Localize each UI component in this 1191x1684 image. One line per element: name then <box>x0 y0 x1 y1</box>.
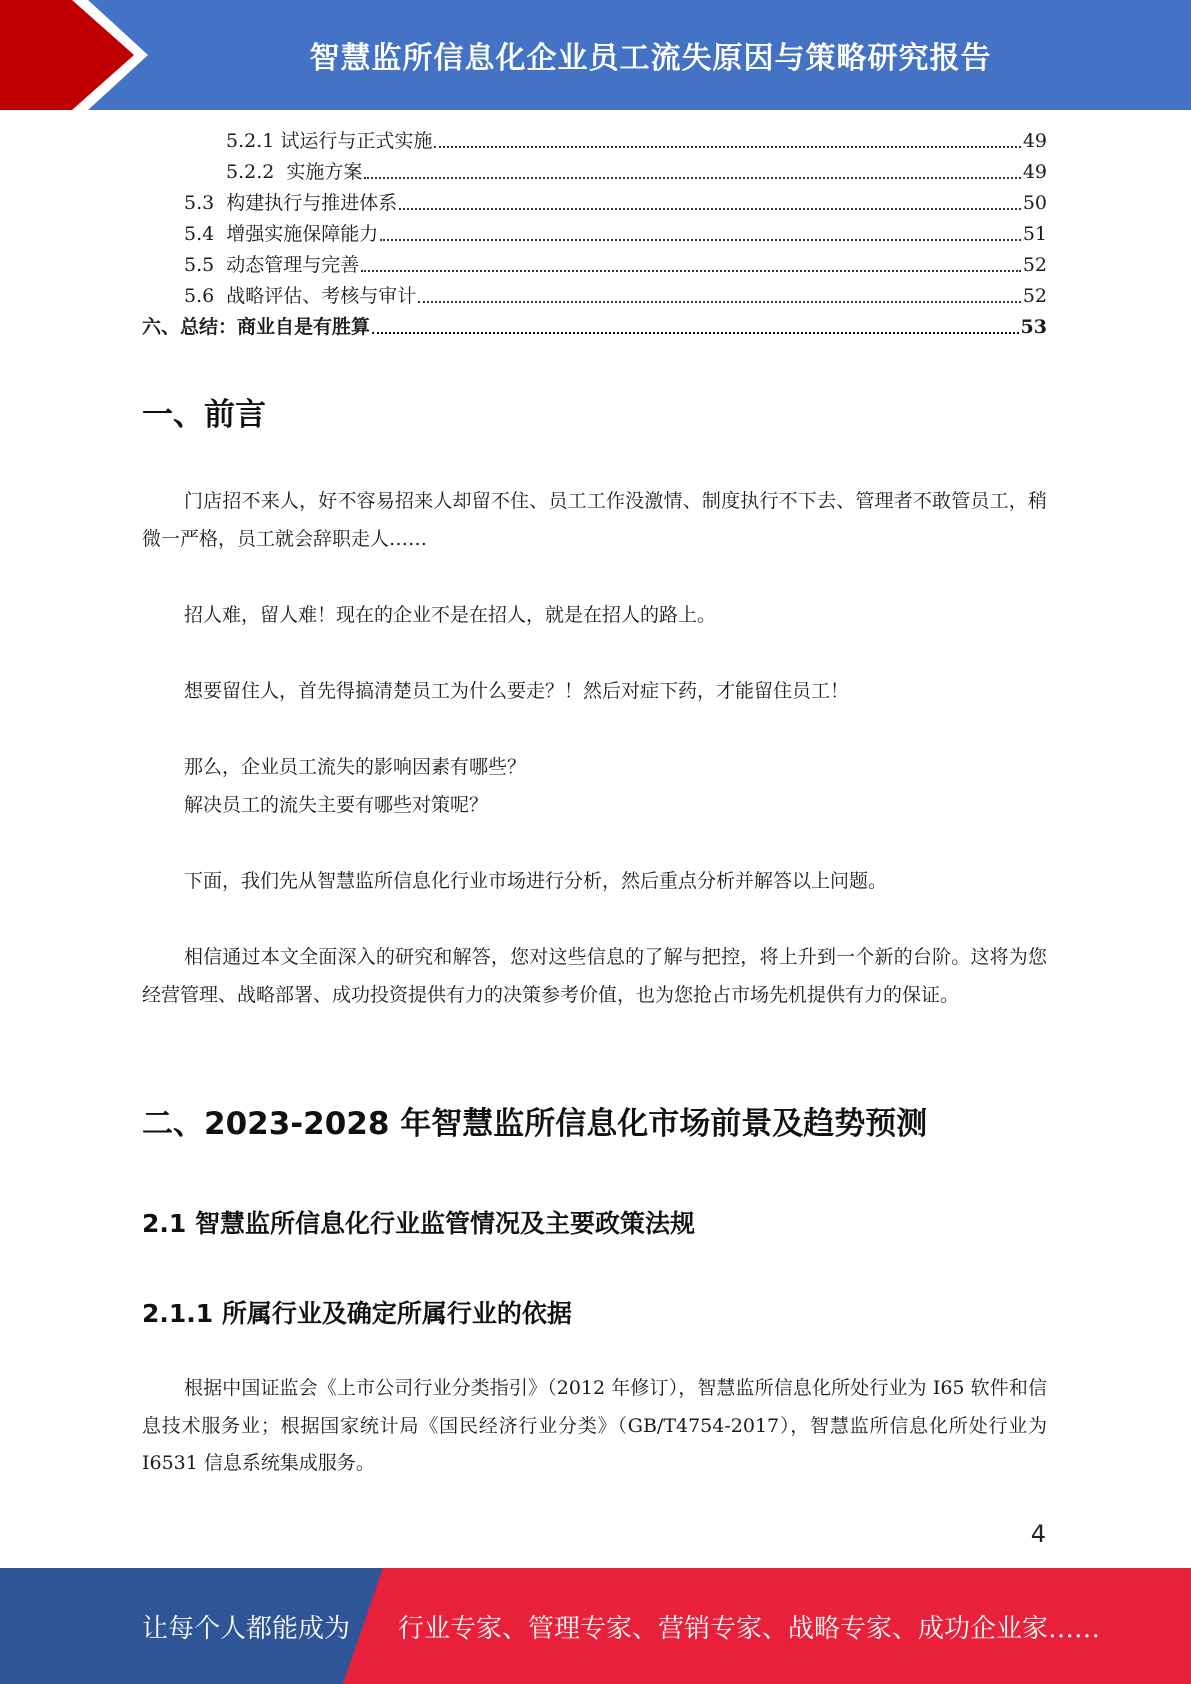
toc-entry[interactable] <box>142 283 1047 309</box>
toc-entry-label: 5.3 构建执行与推进体系 <box>184 192 398 214</box>
toc-entry-page: 49 <box>1022 161 1047 183</box>
header-banner <box>0 0 1191 110</box>
body-paragraph: 下面，我们先从智慧监所信息化行业市场进行分析，然后重点分析并解答以上问题。 <box>184 870 888 892</box>
body-paragraph: 解决员工的流失主要有哪些对策呢？ <box>184 794 489 816</box>
toc-entry[interactable] <box>142 221 1047 247</box>
toc-entry-label: 5.6 战略评估、考核与审计 <box>184 285 417 307</box>
toc-entry[interactable] <box>142 190 1047 216</box>
toc-leader <box>364 177 1020 179</box>
toc-entry-label: 5.2.1 试运行与正式实施 <box>226 130 433 152</box>
section-heading: 二、2023-2028 年智慧监所信息化市场前景及趋势预测 <box>142 1106 928 1142</box>
body-paragraph: 根据中国证监会《上市公司行业分类指引》（2012 年修订），智慧监所信息化所处行业为 I65 软件和信息技术服务业；根据国家统计局《国民经济行业分类》（GB/T4754-2017），智慧监所信息化所处行业为 I6531 信息系统集成服务。 <box>142 1377 1047 1474</box>
body-paragraph: 招人难，留人难！现在的企业不是在招人，就是在招人的路上。 <box>184 604 717 626</box>
toc-entry-page: 50 <box>1022 192 1047 214</box>
report-title: 智慧监所信息化企业员工流失原因与策略研究报告 <box>309 41 992 76</box>
toc-leader <box>361 270 1021 272</box>
body-paragraph: 那么，企业员工流失的影响因素有哪些？ <box>184 756 527 778</box>
body-paragraph: 相信通过本文全面深入的研究和解答，您对这些信息的了解与把控，将上升到一个新的台阶。这将为您经营管理、战略部署、成功投资提供有力的决策参考价值，也为您抢占市场先机提供有力的保证。 <box>142 946 1047 1006</box>
page-number: 4 <box>1030 1520 1046 1548</box>
toc-leader <box>434 146 1020 148</box>
toc-leader <box>399 208 1021 210</box>
subsection-heading: 2.1.1 所属行业及确定所属行业的依据 <box>142 1299 572 1328</box>
toc-entry[interactable] <box>142 159 1047 185</box>
toc-entry[interactable] <box>142 252 1047 278</box>
header-arrow-icon <box>0 0 160 110</box>
toc-entry-page: 51 <box>1022 223 1047 245</box>
toc-entry-label: 六、总结：商业自是有胜算 <box>142 316 371 338</box>
toc-leader <box>380 239 1021 241</box>
body-paragraph: 门店招不来人，好不容易招来人却留不住、员工工作没激情、制度执行不下去、管理者不敢管员工，稍微一严格，员工就会辞职走人…… <box>142 490 1047 550</box>
toc-entry-label: 5.5 动态管理与完善 <box>184 254 360 276</box>
toc-entry-page: 53 <box>1020 316 1047 338</box>
footer-slogan-right: 行业专家、管理专家、营销专家、战略专家、成功企业家…… <box>398 1613 1101 1644</box>
toc-entry[interactable] <box>142 314 1047 340</box>
toc-leader <box>372 332 1019 334</box>
footer-slogan-left: 让每个人都能成为 <box>142 1613 351 1644</box>
toc-leader <box>418 301 1021 303</box>
section-heading: 一、前言 <box>142 397 266 433</box>
toc-entry-page: 52 <box>1022 285 1047 307</box>
toc-entry-page: 49 <box>1022 130 1047 152</box>
footer-banner <box>0 1568 1191 1684</box>
subsection-heading: 2.1 智慧监所信息化行业监管情况及主要政策法规 <box>142 1209 695 1238</box>
toc-entry-label: 5.4 增强实施保障能力 <box>184 223 379 245</box>
toc-entry-label: 5.2.2 实施方案 <box>226 161 363 183</box>
toc-entry[interactable] <box>142 128 1047 154</box>
body-paragraph: 想要留住人，首先得搞清楚员工为什么要走？！然后对症下药，才能留住员工！ <box>184 680 850 702</box>
toc-entry-page: 52 <box>1022 254 1047 276</box>
